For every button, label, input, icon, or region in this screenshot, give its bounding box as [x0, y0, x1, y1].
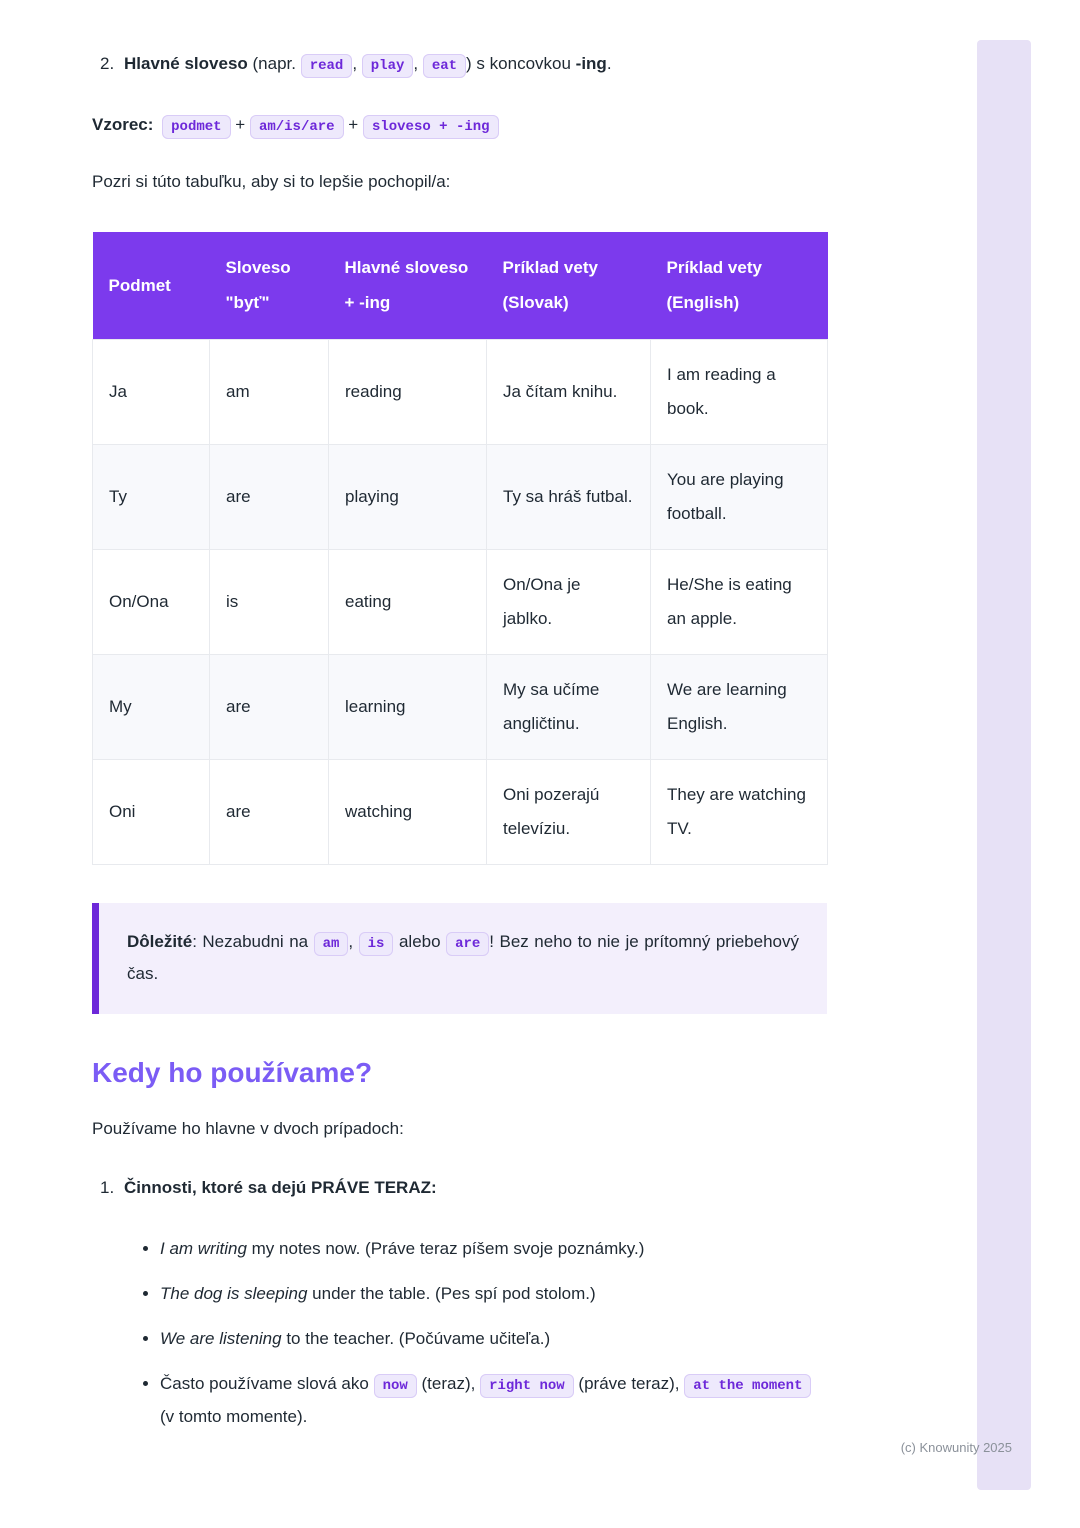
- numbered-item-1: [100, 1174, 827, 1201]
- callout-text: [127, 926, 799, 991]
- list-item: [160, 1322, 827, 1355]
- list-item: [160, 1367, 827, 1433]
- table-cell: Ja: [93, 340, 210, 445]
- list-item: [160, 1232, 827, 1265]
- table-cell: are: [210, 445, 329, 550]
- plain-text: ,: [352, 54, 362, 73]
- plain-text: (práve teraz),: [573, 1374, 685, 1394]
- table-cell: He/She is eating an apple.: [651, 550, 828, 655]
- table-cell: On/Ona: [93, 550, 210, 655]
- document-content: [92, 0, 827, 1433]
- inline-code-subject: podmet: [162, 115, 230, 139]
- plain-text: ) s koncovkou: [466, 54, 576, 73]
- conjugation-table: [92, 232, 828, 865]
- inline-code-play: play: [362, 54, 414, 78]
- callout-label: Dôležité: [127, 932, 193, 952]
- table-header-row: [93, 232, 828, 340]
- table-header-cell: Sloveso "byť": [210, 232, 329, 340]
- inline-code-at-the-moment: at the moment: [684, 1374, 811, 1398]
- case-1-title: [124, 1174, 437, 1201]
- table-header-cell: Podmet: [93, 232, 210, 340]
- table-cell: is: [210, 550, 329, 655]
- plain-text: (napr.: [247, 54, 301, 73]
- plain-text: my notes now. (Práve teraz píšem svoje poznámky.): [246, 1238, 645, 1258]
- inline-code-are: are: [446, 932, 489, 956]
- plain-text: (teraz),: [416, 1374, 481, 1394]
- plain-text: ,: [413, 54, 423, 73]
- plain-text: : Nezabudni na: [192, 932, 314, 952]
- table-cell: learning: [329, 655, 487, 760]
- table-cell: Ty sa hráš futbal.: [487, 445, 651, 550]
- italic-example: I am writing: [160, 1238, 247, 1258]
- bold-main-verb-label: Hlavné sloveso: [124, 54, 248, 73]
- italic-example: We are listening: [160, 1328, 282, 1348]
- inline-code-now: now: [374, 1374, 417, 1398]
- table-header-cell: Príklad vety (English): [651, 232, 828, 340]
- plus-sign: +: [343, 115, 363, 135]
- section-heading-usage: Kedy ho používame?: [92, 1056, 373, 1088]
- usage-intro-text: Používame ho hlavne v dvoch prípadoch:: [92, 1119, 404, 1139]
- inline-code-am-is-are: am/is/are: [250, 115, 344, 139]
- table-cell: My sa učíme angličtinu.: [487, 655, 651, 760]
- plain-text: Často používame slová ako: [160, 1374, 374, 1394]
- table-row: [93, 550, 828, 655]
- plain-text: .: [606, 54, 612, 73]
- table-intro-text: Pozri si túto tabuľku, aby si to lepšie pochopil/a:: [92, 172, 451, 192]
- plain-text: under the table. (Pes spí pod stolom.): [307, 1283, 596, 1303]
- table-cell: I am reading a book.: [651, 340, 828, 445]
- inline-code-read: read: [301, 54, 353, 78]
- table-cell: Oni pozerajú televíziu.: [487, 760, 651, 865]
- table-cell: We are learning English.: [651, 655, 828, 760]
- table-header-cell: Hlavné sloveso + -ing: [329, 232, 487, 340]
- plain-text: (v tomto momente).: [160, 1407, 308, 1427]
- table-cell: are: [210, 655, 329, 760]
- numbered-item-2: [100, 50, 827, 77]
- list-item: [160, 1277, 827, 1310]
- examples-list: [92, 1232, 827, 1434]
- table-row: [93, 445, 828, 550]
- table-cell: You are playing football.: [651, 445, 828, 550]
- inline-code-eat: eat: [423, 54, 466, 78]
- item-number: 1.: [100, 1178, 115, 1198]
- plain-text: ! Bez neho to nie je prítomný priebehový čas.: [127, 932, 799, 984]
- inline-code-right-now: right now: [480, 1374, 574, 1398]
- inline-code-am: am: [314, 932, 349, 956]
- plus-sign: +: [230, 115, 250, 135]
- important-callout: [92, 903, 827, 1014]
- table-cell: reading: [329, 340, 487, 445]
- copyright-text: (c) Knowunity 2025: [900, 1440, 1012, 1455]
- plain-text: ,: [348, 932, 359, 952]
- table-cell: watching: [329, 760, 487, 865]
- item-number: 2.: [100, 54, 115, 73]
- bold-ing-suffix: -ing: [575, 54, 607, 73]
- table-row: [93, 655, 828, 760]
- table-cell: eating: [329, 550, 487, 655]
- table-cell: Oni: [93, 760, 210, 865]
- item-2-text: [124, 50, 612, 77]
- table-row: [93, 340, 828, 445]
- scrollbar-track[interactable]: [977, 40, 1031, 1490]
- table-cell: playing: [329, 445, 487, 550]
- table-cell: Ja čítam knihu.: [487, 340, 651, 445]
- table-cell: are: [210, 760, 329, 865]
- italic-example: The dog is sleeping: [160, 1283, 308, 1303]
- table-cell: Ty: [93, 445, 210, 550]
- inline-code-verb-ing: sloveso + -ing: [363, 115, 499, 139]
- table-cell: They are watching TV.: [651, 760, 828, 865]
- plain-text: alebo: [393, 932, 447, 952]
- table-cell: am: [210, 340, 329, 445]
- formula-label: Vzorec:: [92, 115, 154, 135]
- formula-line: [92, 105, 827, 144]
- table-cell: My: [93, 655, 210, 760]
- table-row: [93, 760, 828, 865]
- plain-text: to the teacher. (Počúvame učiteľa.): [281, 1328, 551, 1348]
- table-cell: On/Ona je jablko.: [487, 550, 651, 655]
- inline-code-is: is: [359, 932, 394, 956]
- table-header-cell: Príklad vety (Slovak): [487, 232, 651, 340]
- bold-case-title: Činnosti, ktoré sa dejú PRÁVE TERAZ:: [124, 1178, 437, 1198]
